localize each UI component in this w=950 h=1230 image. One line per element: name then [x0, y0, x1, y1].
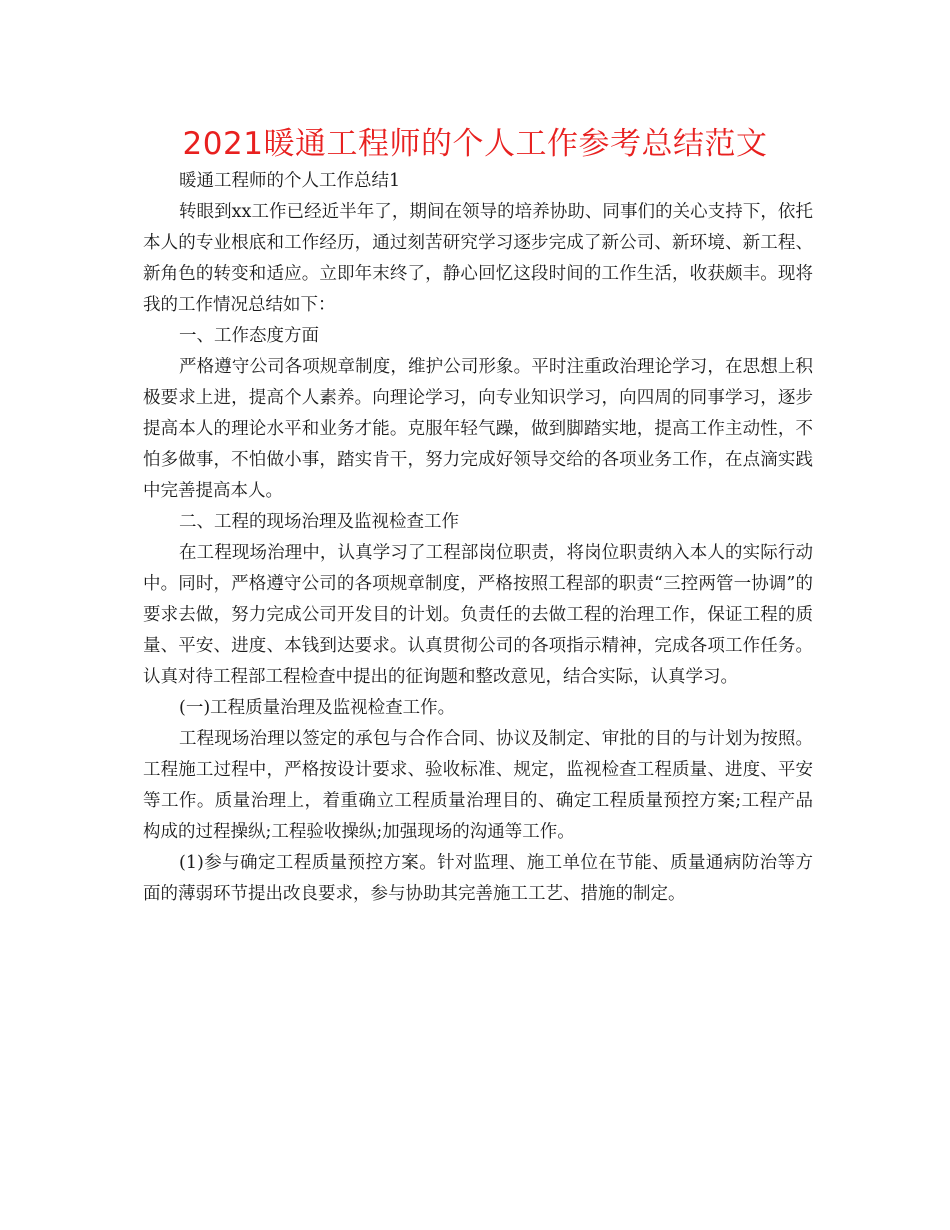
subsection-heading: (一)工程质量治理及监视检查工作。	[179, 698, 456, 718]
document-title: 2021暖通工程师的个人工作参考总结范文	[182, 126, 768, 162]
paragraph: 在工程现场治理中，认真学习了工程部岗位职责，将岗位职责纳入本人的实际行动中。同时，严格遵守公司的各项规章制度，严格按照工程部的职责“三控两管一协调”的要求去做，努力完成公司开发目的计划。负责任的去做工程的治理工作，保证工程的质量、平安、进度、本钱到达要求。认真贯彻公司的各项指示精神，完成各项工作任务。认真对待工程部工程检查中提出的征询题和整改意见，结合实际，认真学习。	[143, 543, 813, 687]
section-heading: 二、工程的现场治理及监视检查工作	[179, 512, 459, 532]
paragraph: 严格遵守公司各项规章制度，维护公司形象。平时注重政治理论学习，在思想上积极要求上进，提高个人素养。向理论学习，向专业知识学习，向四周的同事学习，逐步提高本人的理论水平和业务才能。克服年轻气躁，做到脚踏实地，提高工作主动性，不怕多做事，不怕做小事，踏实肯干，努力完成好领导交给的各项业务工作，在点滴实践中完善提高本人。	[143, 357, 813, 501]
paragraph: 工程现场治理以签定的承包与合作合同、协议及制定、审批的目的与计划为按照。工程施工过程中，严格按设计要求、验收标准、规定，监视检查工程质量、进度、平安等工作。质量治理上，着重确立工程质量治理目的、确定工程质量预控方案;工程产品构成的过程操纵;工程验收操纵;加强现场的沟通等工作。	[143, 729, 813, 842]
paragraph: (1)参与确定工程质量预控方案。针对监理、施工单位在节能、质量通病防治等方面的薄弱环节提出改良要求，参与协助其完善施工工艺、措施的制定。	[143, 853, 813, 904]
document-subtitle: 暖通工程师的个人工作总结1	[179, 171, 401, 191]
document-body	[143, 166, 813, 910]
paragraph: 转眼到xx工作已经近半年了，期间在领导的培养协助、同事们的关心支持下，依托本人的专业根底和工作经历，通过刻苦研究学习逐步完成了新公司、新环境、新工程、新角色的转变和适应。立即年末终了，静心回忆这段时间的工作生活，收获颇丰。现将我的工作情况总结如下：	[143, 202, 813, 315]
section-heading: 一、工作态度方面	[179, 326, 319, 346]
